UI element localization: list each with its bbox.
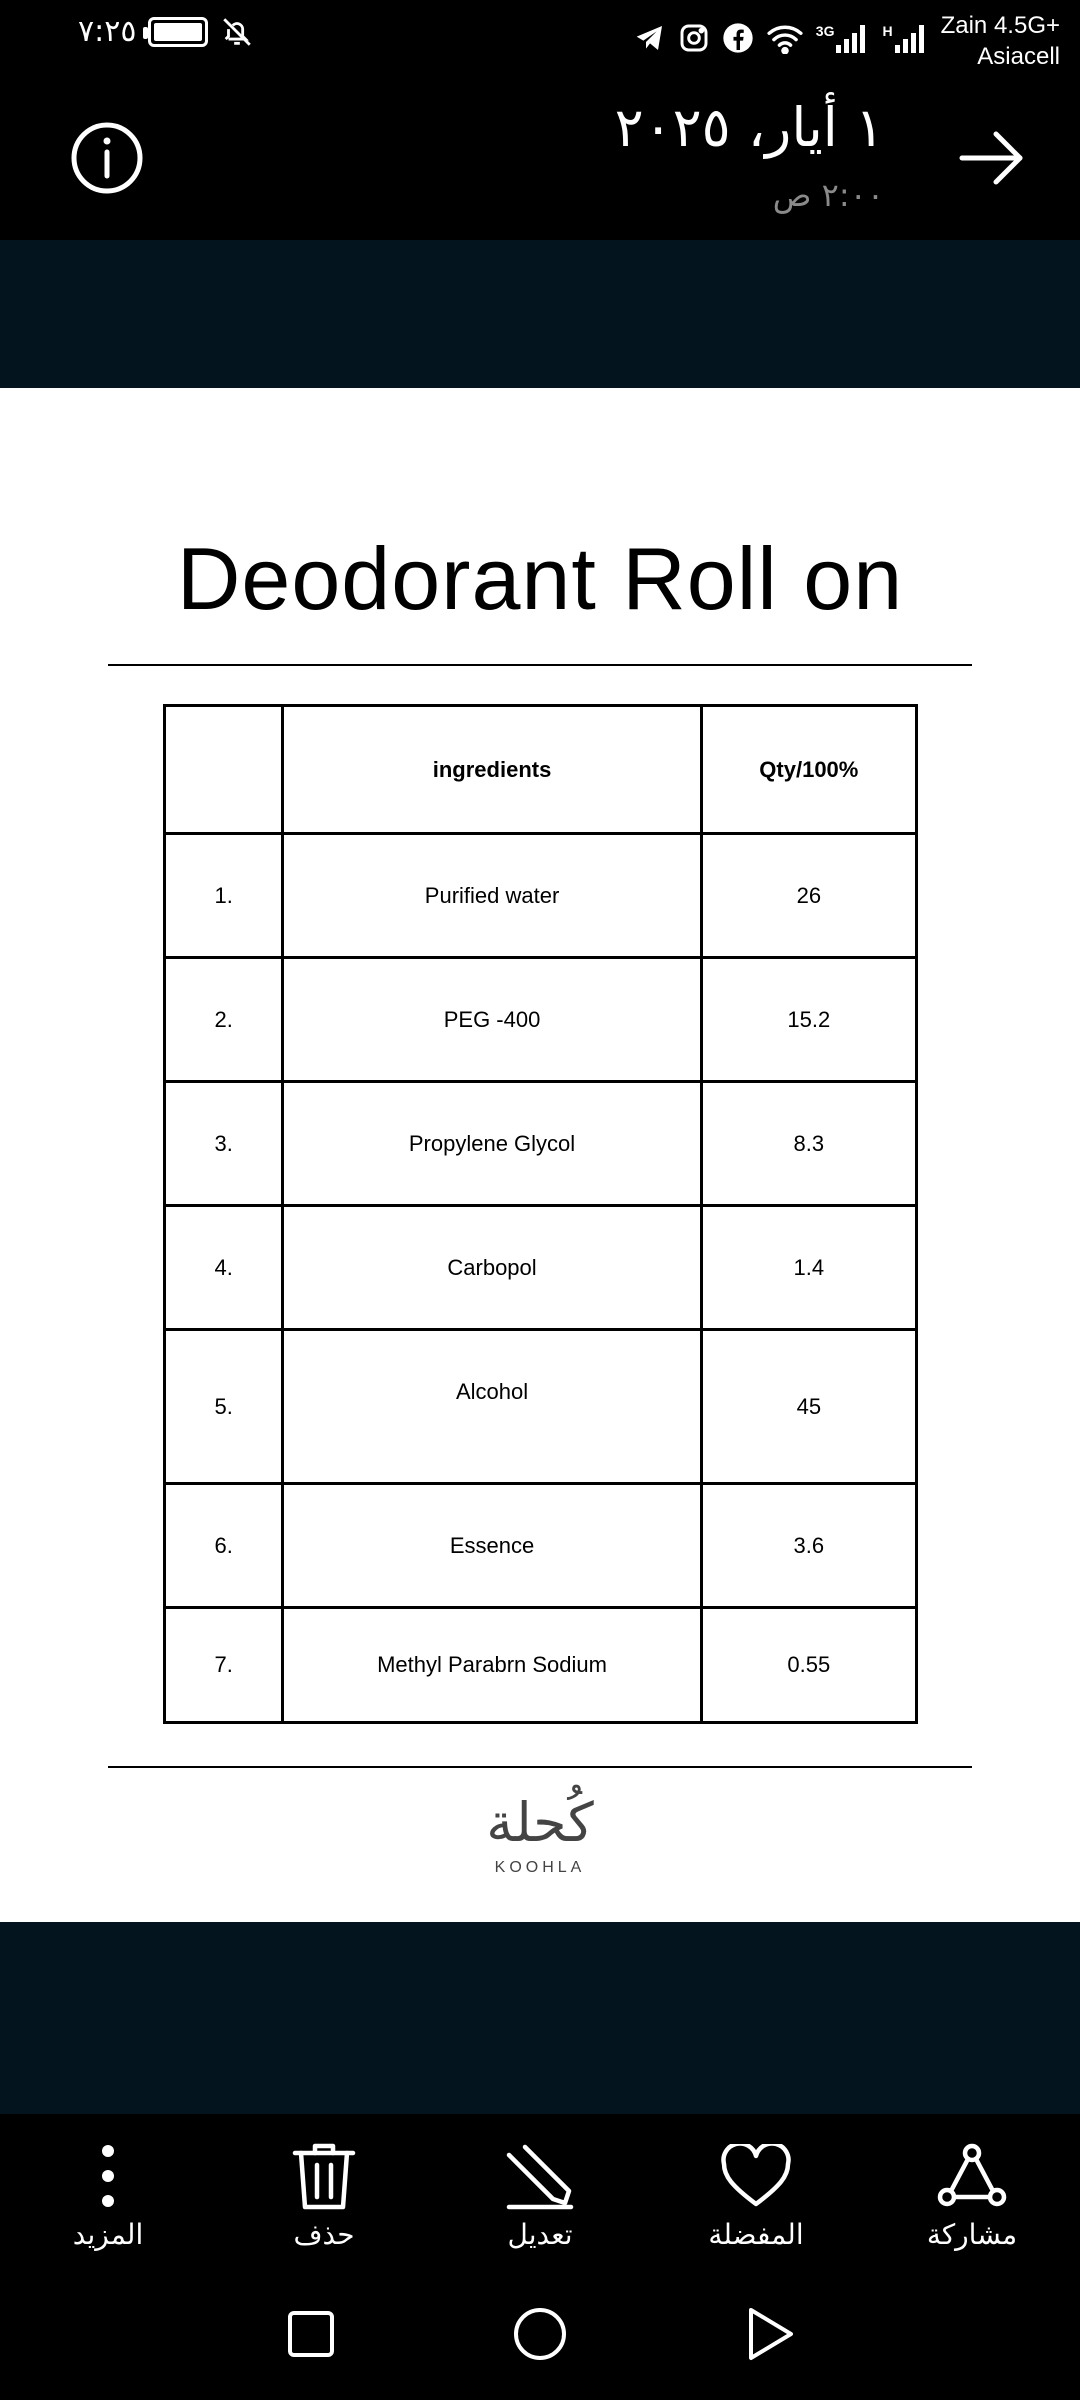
back-arrow-icon[interactable]: [952, 118, 1032, 198]
instagram-icon: [678, 22, 710, 54]
signal-h: [882, 23, 928, 53]
row-number: 6.: [165, 1484, 283, 1608]
document-title: Deodorant Roll on: [176, 529, 904, 628]
status-right: [634, 10, 1060, 72]
header-number: [165, 706, 283, 834]
facebook-icon: [722, 22, 754, 54]
ingredient-name: Methyl Parabrn Sodium: [283, 1608, 701, 1723]
table-row: [165, 1484, 917, 1608]
row-number: 2.: [165, 958, 283, 1082]
carrier-secondary: Asiacell: [977, 43, 1060, 70]
logo-arabic: كُحلة: [486, 1791, 594, 1854]
viewer-background-top: [0, 240, 1080, 388]
logo-wordmark: KOOHLA: [494, 1859, 586, 1876]
signal-bars-icon: [895, 23, 929, 53]
bell-off-icon: [220, 15, 254, 49]
table-row: [165, 1330, 917, 1484]
ingredient-qty: 15.2: [701, 958, 916, 1082]
photo-time: ٢:٠٠ ص: [772, 176, 884, 214]
delete-label: حذف: [293, 2218, 355, 2251]
ingredient-qty: 3.6: [701, 1484, 916, 1608]
recents-button[interactable]: [271, 2294, 351, 2374]
ingredient-name: Essence: [283, 1484, 701, 1608]
delete-button[interactable]: [244, 2138, 404, 2251]
table-row: [165, 834, 917, 958]
carrier-info: [941, 10, 1060, 72]
signal-3g: [816, 23, 871, 53]
ingredient-qty: 26: [701, 834, 916, 958]
ingredient-name: Propylene Glycol: [283, 1082, 701, 1206]
heart-icon: [720, 2144, 792, 2208]
table-row: [165, 1082, 917, 1206]
edit-label: تعديل: [507, 2218, 573, 2251]
ingredient-qty: 0.55: [701, 1608, 916, 1723]
back-button[interactable]: [730, 2294, 810, 2374]
home-button[interactable]: [500, 2294, 580, 2374]
status-left: [78, 14, 254, 49]
network-type-h: H: [882, 23, 893, 39]
trash-icon: [291, 2141, 357, 2211]
ingredient-name: Carbopol: [283, 1206, 701, 1330]
battery-icon: [148, 17, 208, 47]
row-number: 7.: [165, 1608, 283, 1723]
circle-icon: [512, 2306, 568, 2362]
table-row: [165, 958, 917, 1082]
row-number: 4.: [165, 1206, 283, 1330]
share-button[interactable]: [892, 2138, 1052, 2251]
ingredient-name: Alcohol: [283, 1330, 701, 1484]
network-type-3g: 3G: [815, 23, 835, 39]
ingredient-qty: 1.4: [701, 1206, 916, 1330]
ingredient-qty: 8.3: [701, 1082, 916, 1206]
action-bar: [0, 2114, 1080, 2264]
ingredient-name: Purified water: [283, 834, 701, 958]
viewer-header: [0, 76, 1080, 240]
row-number: 3.: [165, 1082, 283, 1206]
signal-bars-icon: [836, 23, 870, 53]
ingredient-qty: 45: [701, 1330, 916, 1484]
share-icon: [937, 2143, 1007, 2209]
more-label: المزيد: [72, 2218, 144, 2251]
photo-content[interactable]: [0, 388, 1080, 1922]
system-nav-bar: [0, 2264, 1080, 2400]
share-label: مشاركة: [926, 2218, 1018, 2251]
status-time: ٧:٢٥: [78, 14, 137, 49]
brand-logo: [0, 1793, 1080, 1877]
info-icon[interactable]: [70, 121, 144, 195]
pencil-icon: [505, 2141, 575, 2211]
wifi-icon: [766, 22, 804, 54]
photo-date: ١ أيار، ٢٠٢٥: [614, 96, 884, 159]
table-header-row: [165, 706, 917, 834]
table-row: [165, 1206, 917, 1330]
header-qty: Qty/100%: [701, 706, 916, 834]
row-number: 1.: [165, 834, 283, 958]
telegram-icon: [634, 22, 666, 54]
favorite-label: المفضلة: [708, 2218, 804, 2251]
table-row: [165, 1608, 917, 1723]
row-number: 5.: [165, 1330, 283, 1484]
viewer-background-bottom: [0, 1922, 1080, 2114]
more-vertical-icon: [98, 2143, 118, 2209]
ingredients-table: [163, 704, 918, 1724]
header-ingredients: ingredients: [283, 706, 701, 834]
edit-button[interactable]: [460, 2138, 620, 2251]
divider: [108, 664, 972, 666]
more-button[interactable]: [28, 2138, 188, 2251]
divider: [108, 1766, 972, 1768]
status-bar: [0, 0, 1080, 76]
ingredient-name: PEG -400: [283, 958, 701, 1082]
triangle-back-icon: [745, 2306, 795, 2362]
square-icon: [287, 2310, 335, 2358]
carrier-primary: Zain 4.5G+: [940, 12, 1060, 39]
favorite-button[interactable]: [676, 2138, 836, 2251]
